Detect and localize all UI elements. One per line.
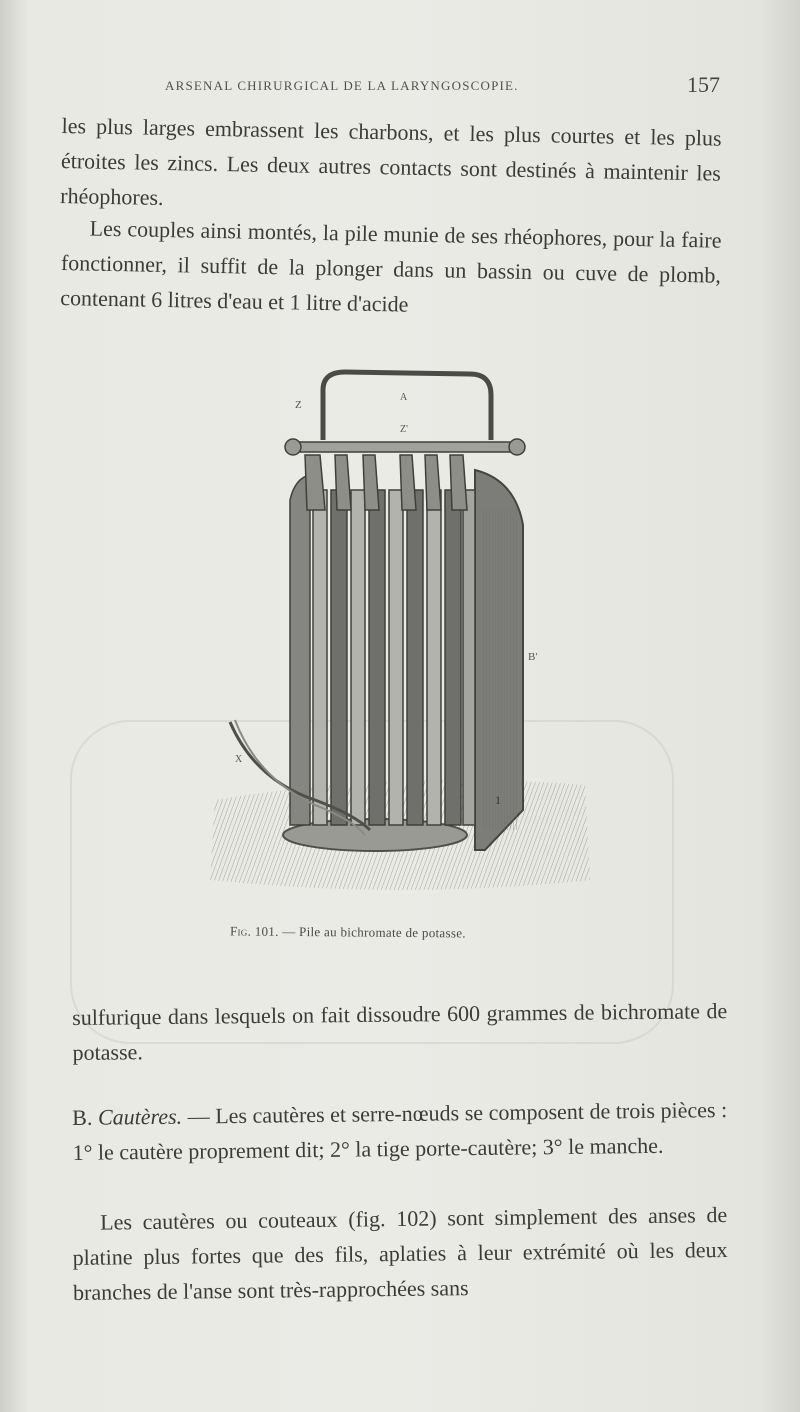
clamps bbox=[305, 455, 467, 510]
battery-engraving bbox=[195, 360, 605, 905]
figure-caption bbox=[230, 923, 590, 942]
section-label: B. bbox=[72, 1104, 93, 1130]
running-title: ARSENAL CHIRURGICAL DE LA LARYNGOSCOPIE. bbox=[165, 78, 519, 93]
plates bbox=[290, 475, 475, 825]
rod-end-right bbox=[509, 439, 525, 455]
paragraph-5: Les cautères ou couteaux (fig. 102) sont simplement des anses de platine plus fortes que des fils, aplaties à leur extrémité où les deux branches de l'anse sont très-rapprochées sans bbox=[72, 1201, 728, 1305]
paragraph-1: les plus larges embrassent les charbons, et les plus courtes et les plus étroites les zincs. Les deux autres contacts sont destinés à maintenir les rhéophores. bbox=[60, 112, 722, 210]
letter-rod: Z' bbox=[400, 424, 408, 435]
letter-wire: X bbox=[235, 754, 243, 765]
side-frame-hatch bbox=[483, 510, 519, 830]
caption-text: — Pile au bichromate de potasse. bbox=[278, 923, 466, 941]
cross-rod bbox=[290, 442, 520, 452]
paragraph-2: Les couples ainsi montés, la pile munie de ses rhéophores, pour la faire fonctionner, il suffit de la plonger dans un bassin ou cuve de plomb, contenant 6 litres d'eau et 1 litre d'acide bbox=[60, 215, 722, 317]
caption-label: Fig. 101. bbox=[229, 923, 279, 939]
letter-handle-top: A bbox=[400, 392, 408, 403]
section-title: Cautères. bbox=[97, 1103, 183, 1130]
letter-side: B' bbox=[528, 651, 538, 663]
letter-handle-left: Z bbox=[295, 399, 302, 411]
letter-base-mark: 1 bbox=[495, 793, 501, 807]
rod-end-left bbox=[285, 439, 301, 455]
section-text: — Les cautères et serre-nœuds se composent de trois pièces : 1° le cautère proprement dit; 2° la tige porte-cautère; 3° le manche. bbox=[72, 1096, 728, 1165]
paragraph-3: sulfurique dans lesquels on fait dissoudre 600 grammes de bichromate de potasse. bbox=[72, 998, 728, 1065]
page-number: 157 bbox=[687, 72, 720, 97]
page-header bbox=[165, 72, 720, 102]
figure-battery-illustration bbox=[195, 360, 605, 905]
paragraph-4 bbox=[72, 1092, 728, 1170]
